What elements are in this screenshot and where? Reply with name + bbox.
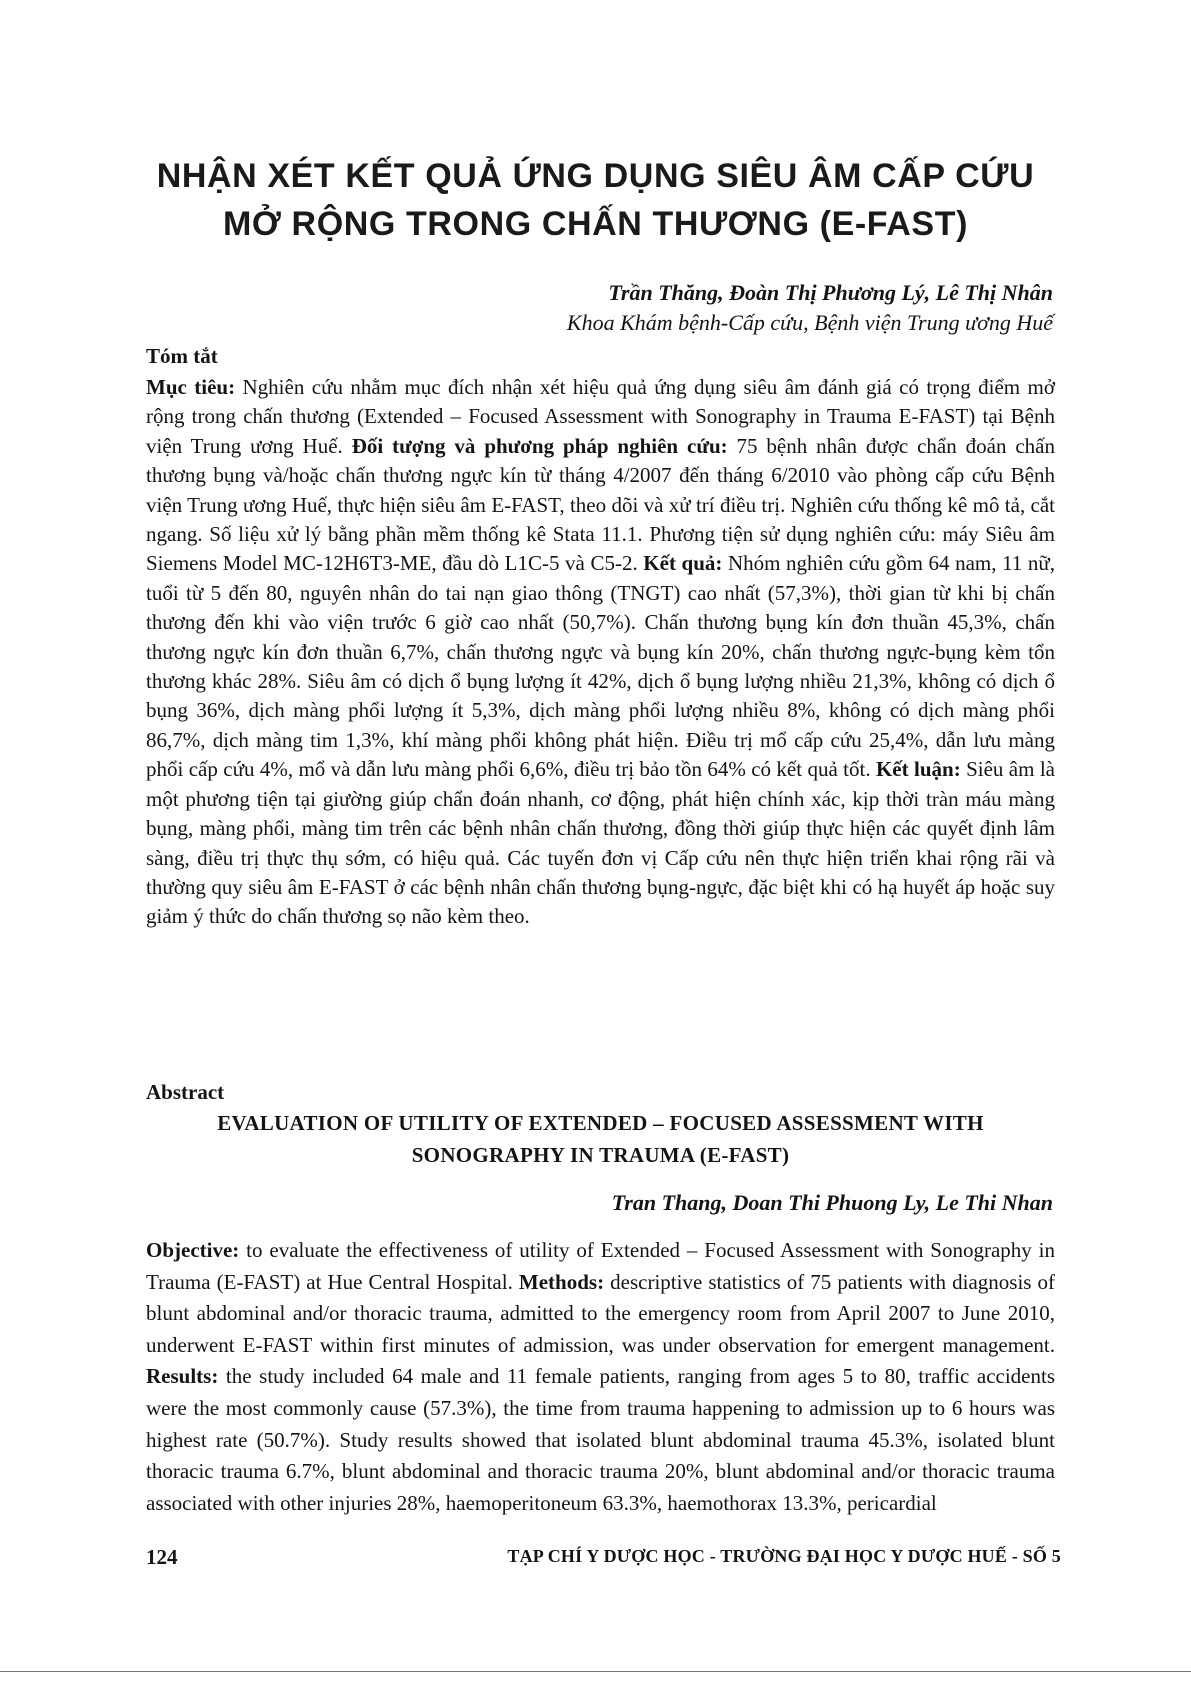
article-title-line1: NHẬN XÉT KẾT QUẢ ỨNG DỤNG SIÊU ÂM CẤP CỨU <box>156 157 1035 195</box>
abstract-heading: Abstract <box>146 1080 225 1104</box>
label-ket-luan: Kết luận: <box>875 757 961 782</box>
author-block <box>353 278 1053 338</box>
journal-name: TẠP CHÍ Y DƯỢC HỌC - TRƯỜNG ĐẠI HỌC Y DƯỢC HUẾ - SỐ 5 <box>507 1546 1061 1566</box>
abstract-title-line1: EVALUATION OF UTILITY OF EXTENDED – FOCUSED ASSESSMENT WITH <box>217 1111 984 1135</box>
label-doi-tuong: Đối tượng và phương pháp nghiên cứu: <box>351 433 728 458</box>
abstract-title-line2: SONOGRAPHY IN TRAUMA (E-FAST) <box>411 1143 790 1167</box>
abstract-body <box>146 1235 1055 1519</box>
article-title <box>100 152 1091 248</box>
label-objective: Objective: <box>146 1238 240 1262</box>
label-methods: Methods: <box>518 1269 605 1294</box>
article-title-line2: MỞ RỘNG TRONG CHẤN THƯƠNG (E-FAST) <box>222 205 968 243</box>
text-doi-tuong: 75 bệnh nhân được chẩn đoán chấn thương bụng và/hoặc chấn thương ngực kín từ tháng 4/2007 đến tháng 6/2010 vào phòng cấp cứu Bệnh viện Trung ương Huế, thực hiện siêu âm E-FAST, theo dõi và xử trí điều trị. Nghiên cứu thống kê mô tả, cắt ngang. Số liệu xử lý bằng phần mềm thống kê Stata 11.1. Phương tiện sử dụng nghiên cứu: máy Siêu âm Siemens Model MC-12H6T3-ME, đầu dò L1C-5 và C5-2. <box>146 433 1055 576</box>
tomtat-heading: Tóm tắt <box>146 344 218 368</box>
text-methods: descriptive statistics of 75 patients with diagnosis of blunt abdominal and/or thoracic trauma, admitted to the emergency room from April 2007 to June 2010, underwent E-FAST within first minutes of admission, was under observation for emergent management. <box>146 1269 1056 1357</box>
page-number: 124 <box>146 1545 178 1569</box>
label-ket-qua: Kết quả: <box>643 551 723 576</box>
abstract-authors: Tran Thang, Doan Thi Phuong Ly, Le Thi Nhan <box>611 1190 1053 1215</box>
tomtat-body <box>146 373 1055 932</box>
text-muc-tieu: Nghiên cứu nhằm mục đích nhận xét hiệu quả ứng dụng siêu âm đánh giá có trọng điểm mở rộng trong chấn thương (Extended – Focused Assessment with Sonography in Trauma E-FAST) tại Bệnh viện Trung ương Huế. <box>146 375 1055 458</box>
author-names: Trần Thăng, Đoàn Thị Phương Lý, Lê Thị Nhân <box>608 280 1053 305</box>
text-ket-qua: Nhóm nghiên cứu gồm 64 nam, 11 nữ, tuổi từ 5 đến 80, nguyên nhân do tai nạn giao thông (TNGT) cao nhất (57,3%), thời gian từ khi bị chấn thương đến khi vào viện trước 6 giờ cao nhất (50,7%). Chấn thương bụng kín đơn thuần 45,3%, chấn thương ngực kín đơn thuần 6,7%, chấn thương ngực và bụng kín 20%, chấn thương ngực-bụng kèm tổn thương khác 28%. Siêu âm có dịch ổ bụng lượng ít 42%, dịch ổ bụng lượng nhiều 21,3%, không có dịch ổ bụng 36%, dịch màng phổi lượng ít 5,3%, dịch màng phổi lượng nhiều 8%, không có dịch màng phổi 86,7%, dịch màng tim 1,3%, khí màng phổi không phát hiện. Điều trị mổ cấp cứu 25,4%, dẫn lưu màng phổi cấp cứu 4%, mổ và dẫn lưu màng phổi 6,6%, điều trị bảo tồn 64% có kết quả tốt. <box>146 551 1056 782</box>
label-muc-tieu: Mục tiêu: <box>146 375 236 399</box>
author-affiliation: Khoa Khám bệnh-Cấp cứu, Bệnh viện Trung ương Huế <box>566 310 1053 335</box>
abstract-title <box>146 1107 1055 1171</box>
text-ket-luan: Siêu âm là một phương tiện tại giường giúp chẩn đoán nhanh, cơ động, phát hiện chính xác, kịp thời tràn máu màng bụng, màng phổi, màng tim trên các bệnh nhân chấn thương, đồng thời giúp thực hiện các quyết định lâm sàng, điều trị thực thụ sớm, có hiệu quả. Các tuyến đơn vị Cấp cứu nên thực hiện triển khai rộng rãi và thường quy siêu âm E-FAST ở các bệnh nhân chấn thương bụng-ngực, đặc biệt khi có hạ huyết áp hoặc suy giảm ý thức do chấn thương sọ não kèm theo. <box>146 757 1055 929</box>
text-objective: to evaluate the effectiveness of utility of Extended – Focused Assessment with Sonography in Trauma (E-FAST) at Hue Central Hospital. <box>146 1238 1055 1294</box>
text-results: the study included 64 male and 11 female patients, ranging from ages 5 to 80, traffic accidents were the most commonly cause (57.3%), the time from trauma happening to admission up to 6 hours was highest rate (50.7%). Study results showed that isolated blunt abdominal trauma 45.3%, isolated blunt thoracic trauma 6.7%, blunt abdominal and thoracic trauma 20%, blunt abdominal and/or thoracic trauma associated with other injuries 28%, haemoperitoneum 63.3%, haemothorax 13.3%, pericardial <box>146 1364 1055 1515</box>
label-results: Results: <box>146 1364 219 1389</box>
bottom-scan-line <box>0 1671 1191 1672</box>
